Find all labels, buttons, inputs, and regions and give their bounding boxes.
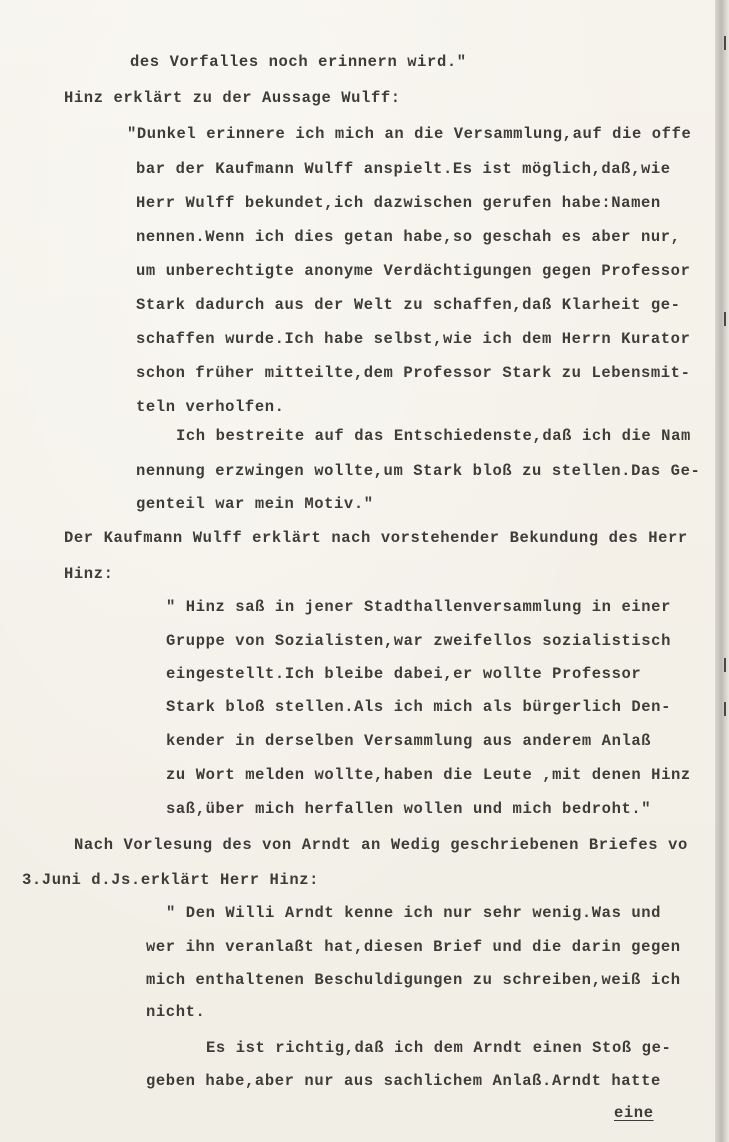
text-line-3: "Dunkel erinnere ich mich an die Versammlung,auf die offe [127,125,692,143]
text-line-27: wer ihn veranlaßt hat,diesen Brief und die darin gegen [146,938,681,956]
text-line-12: Ich bestreite auf das Entschiedenste,daß ich die Nam [176,427,691,445]
text-line-14: genteil war mein Motiv." [136,495,374,513]
paper-edge [715,0,729,1142]
text-line-28: mich enthaltenen Beschuldigungen zu schreiben,weiß ich [146,971,681,989]
text-line-6: nennen.Wenn ich dies getan habe,so geschah es aber nur, [136,228,681,246]
edge-mark-top [724,36,726,50]
text-line-17: " Hinz saß in jener Stadthallenversammlung in einer [166,598,671,616]
text-line-19: eingestellt.Ich bleibe dabei,er wollte Professor [166,665,642,683]
text-line-10: schon früher mitteilte,dem Professor Stark zu Lebensmit- [136,364,691,382]
text-line-23: saß,über mich herfallen wollen und mich bedroht." [166,800,652,818]
text-line-24: Nach Vorlesung des von Arndt an Wedig geschriebenen Briefes vo [74,836,688,854]
text-line-25: 3.Juni d.Js.erklärt Herr Hinz: [22,871,320,889]
text-line-32: eine [614,1104,654,1122]
edge-mark-upper [724,312,726,326]
text-line-8: Stark dadurch aus der Welt zu schaffen,daß Klarheit ge- [136,296,681,314]
text-line-2: Hinz erklärt zu der Aussage Wulff: [64,89,401,107]
text-line-1: des Vorfalles noch erinnern wird." [130,53,467,71]
text-line-21: kender in derselben Versammlung aus anderem Anlaß [166,732,652,750]
text-line-31: geben habe,aber nur aus sachlichem Anlaß.Arndt hatte [146,1072,661,1090]
edge-mark-middle [724,658,726,672]
text-line-29: nicht. [146,1003,206,1021]
text-line-13: nennung erzwingen wollte,um Stark bloß zu stellen.Das Ge- [136,462,701,480]
edge-mark-lower [724,702,726,716]
text-line-22: zu Wort melden wollte,haben die Leute ,mit denen Hinz [166,766,691,784]
text-line-30: Es ist richtig,daß ich dem Arndt einen Stoß ge- [206,1039,672,1057]
text-line-18: Gruppe von Sozialisten,war zweifellos sozialistisch [166,632,671,650]
text-line-26: " Den Willi Arndt kenne ich nur sehr wenig.Was und [166,904,662,922]
text-line-5: Herr Wulff bekundet,ich dazwischen gerufen habe:Namen [136,194,661,212]
text-line-20: Stark bloß stellen.Als ich mich als bürgerlich Den- [166,698,671,716]
text-line-16: Hinz: [64,565,114,583]
text-line-4: bar der Kaufmann Wulff anspielt.Es ist möglich,daß,wie [136,160,671,178]
text-line-7: um unberechtigte anonyme Verdächtigungen gegen Professor [136,262,691,280]
text-line-15: Der Kaufmann Wulff erklärt nach vorstehender Bekundung des Herr [64,529,688,547]
text-line-9: schaffen wurde.Ich habe selbst,wie ich dem Herrn Kurator [136,330,691,348]
text-line-11: teln verholfen. [136,398,285,416]
